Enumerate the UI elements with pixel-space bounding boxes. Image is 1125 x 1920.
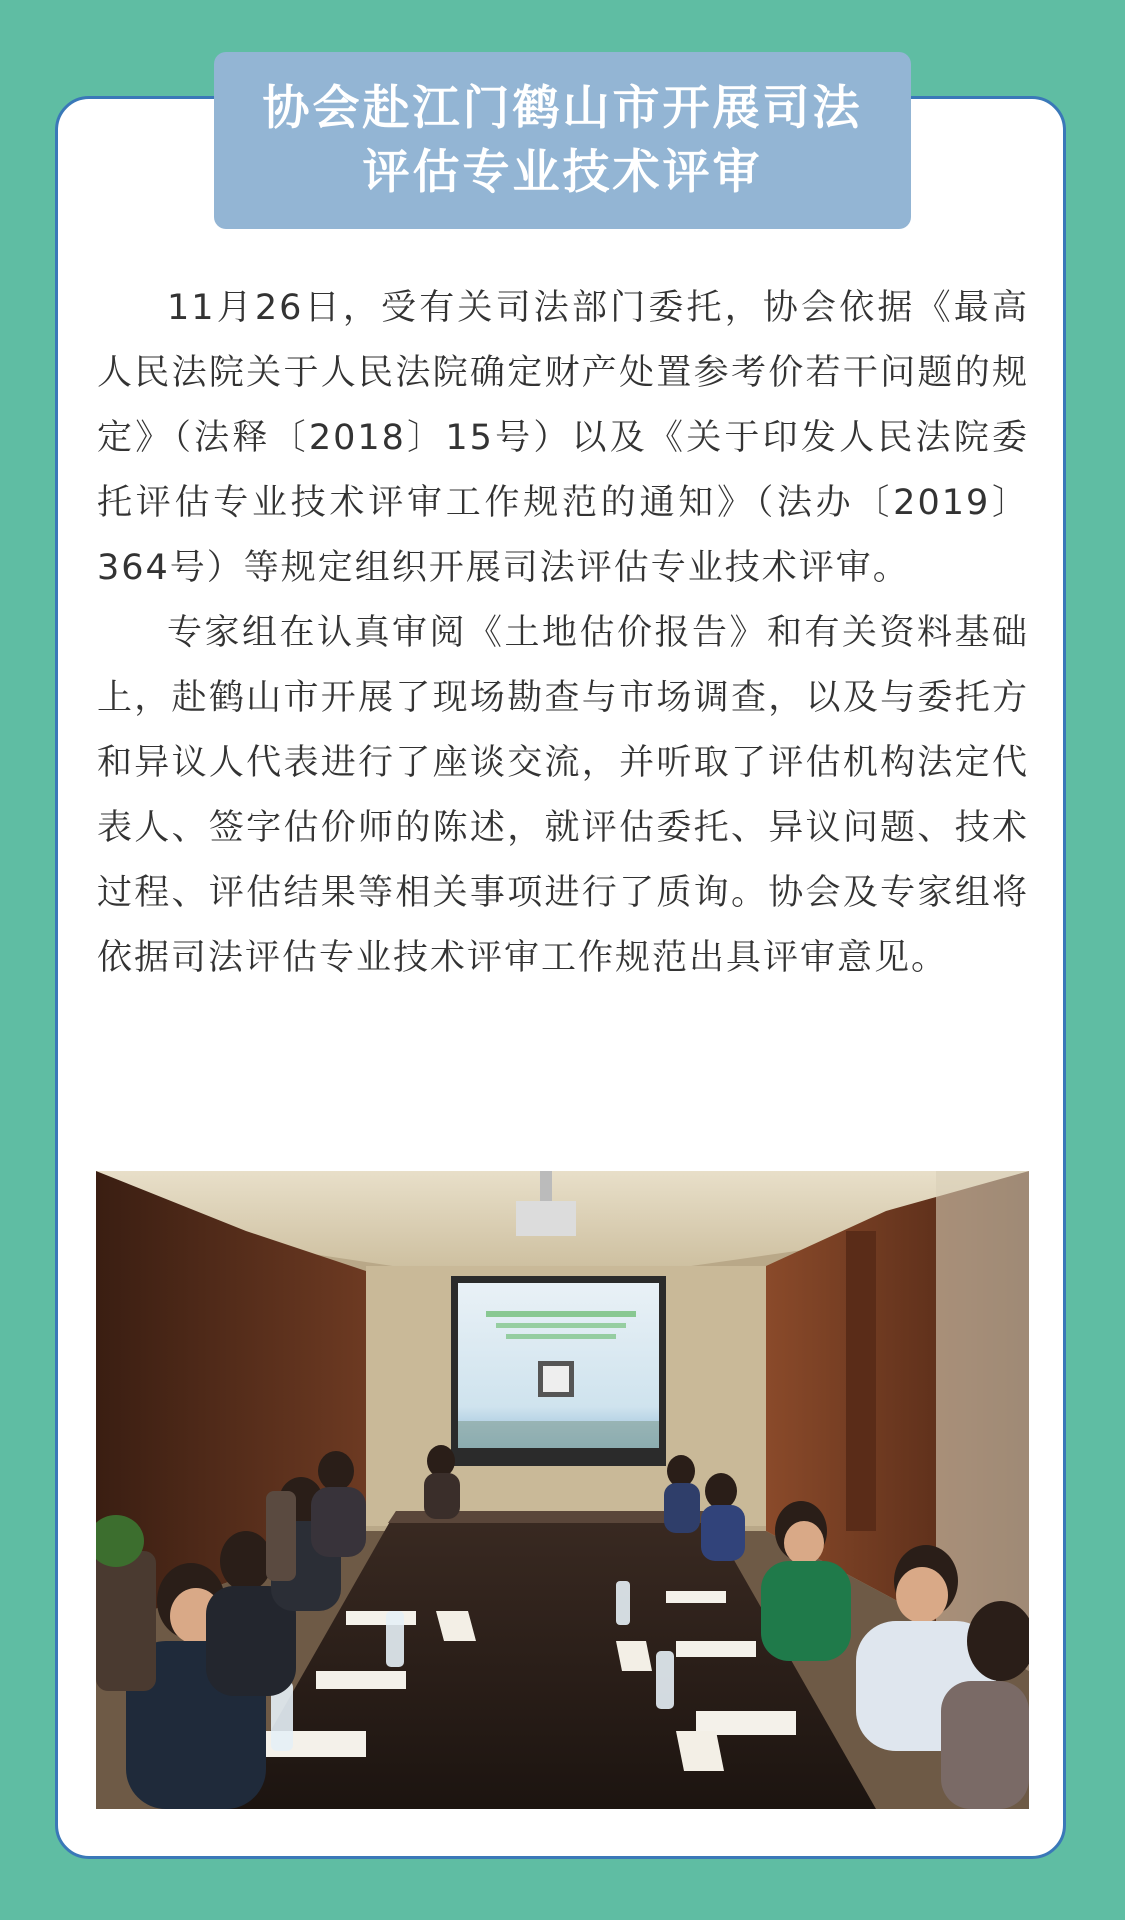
article-title [214,52,911,229]
article-body [97,276,1029,991]
meeting-photo [96,1171,1029,1809]
title-line-1: 协会赴江门鹤山市开展司法 [262,80,863,136]
paragraph-1: 11月26日，受有关司法部门委托，协会依据《最高人民法院关于人民法院确定财产处置参考价若干问题的规定》（法释〔2018〕15号）以及《关于印发人民法院委托评估专业技术评审工作规范的通知》（法办〔2019〕364号）等规定组织开展司法评估专业技术评审。 [97,288,1029,588]
title-line-2: 评估专业技术评审 [362,144,763,200]
paragraph-2: 专家组在认真审阅《土地估价报告》和有关资料基础上，赴鹤山市开展了现场勘查与市场调查，以及与委托方和异议人代表进行了座谈交流，并听取了评估机构法定代表人、签字估价师的陈述，就评估委托、异议问题、技术过程、评估结果等相关事项进行了质询。协会及专家组将依据司法评估专业技术评审工作规范出具评审意见。 [97,613,1029,978]
